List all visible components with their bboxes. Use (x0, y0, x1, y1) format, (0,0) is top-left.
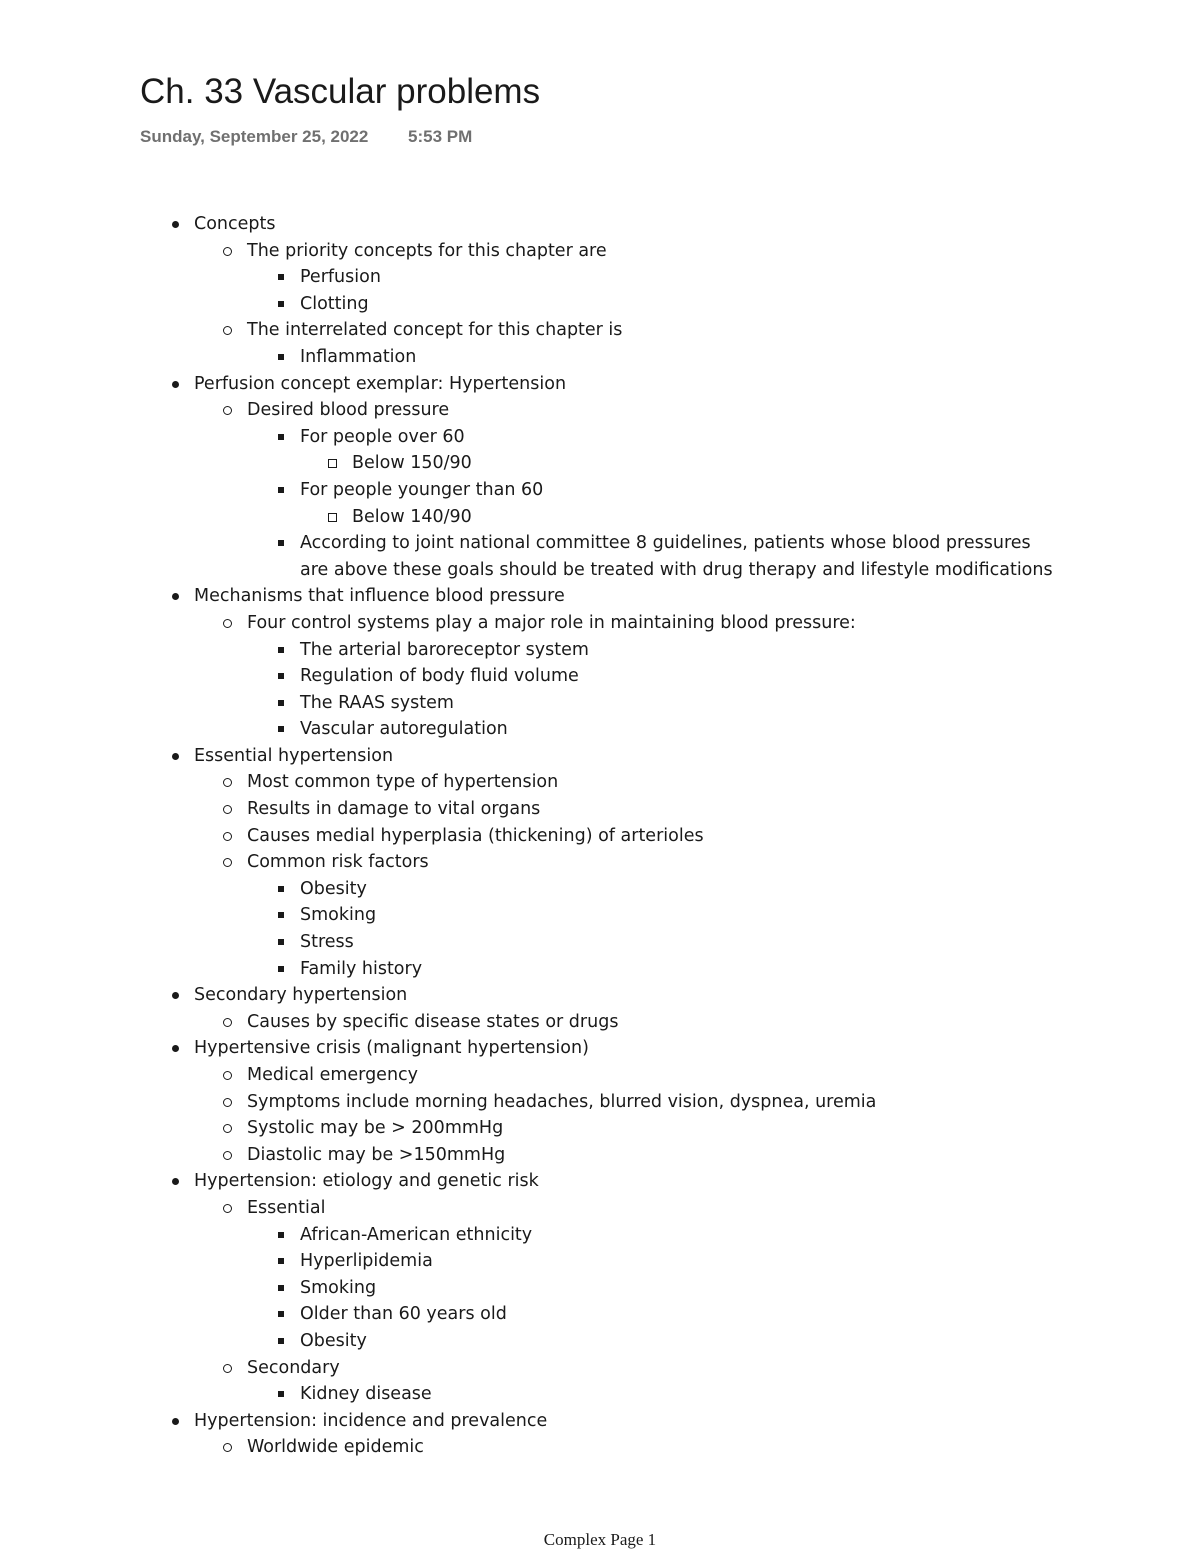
outline-item-text: Worldwide epidemic (247, 1437, 424, 1458)
filled-square-bullet-icon (276, 530, 288, 557)
outline-item-text: Vascular autoregulation (300, 719, 508, 740)
outline-item-level-2 (0, 1142, 1200, 1169)
outline-item-level-1 (0, 371, 1200, 398)
hollow-circle-bullet-icon (222, 1195, 234, 1222)
filled-square-bullet-icon (276, 876, 288, 903)
outline-item-level-2 (0, 823, 1200, 850)
outline-item-level-3 (0, 264, 1200, 291)
hollow-circle-bullet-icon (222, 317, 234, 344)
outline-item-text: Systolic may be > 200mmHg (247, 1118, 504, 1139)
outline-item-text: The interrelated concept for this chapter is (247, 320, 623, 341)
outline-item-level-3 (0, 477, 1200, 504)
hollow-square-bullet-icon (327, 450, 339, 477)
outline-item-text: Essential hypertension (194, 745, 394, 766)
filled-square-bullet-icon (276, 690, 288, 717)
outline-item-text: According to joint national committee 8 guidelines, patients whose blood pressures are above these goals should be treated with drug therapy and lifestyle modifications (300, 533, 1053, 580)
hollow-circle-bullet-icon (222, 1355, 234, 1382)
outline-item-text: Regulation of body fluid volume (300, 666, 579, 687)
outline-item-level-3 (0, 929, 1200, 956)
outline-item-text: Older than 60 years old (300, 1304, 507, 1325)
outline-item-text: Hypertension: incidence and prevalence (194, 1410, 548, 1431)
outline-item-text: Diastolic may be >150mmHg (247, 1144, 506, 1165)
outline-item-level-3 (0, 1381, 1200, 1408)
outline-item-level-2 (0, 1089, 1200, 1116)
outline-item-level-4 (0, 504, 1200, 531)
outline-item-text: The RAAS system (300, 692, 454, 713)
outline-item-text: Four control systems play a major role in maintaining blood pressure: (247, 612, 856, 633)
outline-item-level-3 (0, 291, 1200, 318)
outline-item-level-3 (0, 424, 1200, 451)
filled-square-bullet-icon (276, 663, 288, 690)
outline-item-text: For people over 60 (300, 426, 465, 447)
outline-list (0, 211, 1200, 1461)
outline-item-text: African-American ethnicity (300, 1224, 533, 1245)
outline-item-level-1 (0, 982, 1200, 1009)
outline-item-text: Perfusion (300, 267, 381, 288)
outline-item-level-2 (0, 1115, 1200, 1142)
outline-item-level-3 (0, 1301, 1200, 1328)
outline-item-text: Concepts (194, 214, 276, 234)
outline-item-text: Inflammation (300, 346, 417, 367)
outline-item-text: Hypertensive crisis (malignant hypertension) (194, 1038, 589, 1059)
hollow-circle-bullet-icon (222, 1434, 234, 1461)
outline-item-text: Causes by specific disease states or drugs (247, 1011, 619, 1032)
hollow-circle-bullet-icon (222, 397, 234, 424)
filled-square-bullet-icon (276, 344, 288, 371)
outline-item-level-3 (0, 530, 1200, 583)
outline-item-text: Clotting (300, 293, 369, 314)
outline-item-text: For people younger than 60 (300, 479, 544, 500)
outline-item-text: Hypertension: etiology and genetic risk (194, 1171, 539, 1192)
outline-item-level-3 (0, 716, 1200, 743)
outline-item-level-2 (0, 238, 1200, 265)
page-footer: Complex Page 1 (543, 1530, 657, 1549)
outline-item-text: Results in damage to vital organs (247, 799, 541, 820)
outline-item-level-3 (0, 637, 1200, 664)
page-title: Ch. 33 Vascular problems (140, 72, 541, 111)
outline-item-level-3 (0, 663, 1200, 690)
filled-square-bullet-icon (276, 1381, 288, 1408)
outline-item-text: Causes medial hyperplasia (thickening) of arterioles (247, 825, 704, 846)
outline-item-level-4 (0, 450, 1200, 477)
outline-item-level-1 (0, 1168, 1200, 1195)
filled-square-bullet-icon (276, 1248, 288, 1275)
outline-item-text: Below 150/90 (352, 453, 472, 474)
hollow-circle-bullet-icon (222, 1009, 234, 1036)
outline-item-text: Perfusion concept exemplar: Hypertension (194, 373, 567, 394)
outline-item-level-2 (0, 769, 1200, 796)
filled-circle-bullet-icon (170, 1035, 182, 1062)
outline-item-level-2 (0, 1434, 1200, 1461)
hollow-circle-bullet-icon (222, 238, 234, 265)
hollow-circle-bullet-icon (222, 849, 234, 876)
outline-item-text: Desired blood pressure (247, 400, 450, 421)
outline-item-level-3 (0, 956, 1200, 983)
outline-item-text: Common risk factors (247, 852, 429, 873)
outline-item-text: Obesity (300, 1330, 367, 1351)
outline-item-level-2 (0, 317, 1200, 344)
outline-item-level-1 (0, 743, 1200, 770)
hollow-circle-bullet-icon (222, 610, 234, 637)
outline-item-level-3 (0, 1275, 1200, 1302)
outline-item-text: Below 140/90 (352, 506, 472, 527)
outline-item-level-2 (0, 1355, 1200, 1382)
outline-item-text: Hyperlipidemia (300, 1251, 433, 1272)
filled-circle-bullet-icon (170, 211, 182, 238)
outline-item-text: Secondary hypertension (194, 985, 408, 1006)
outline-item-text: Obesity (300, 878, 367, 899)
outline-item-level-3 (0, 876, 1200, 903)
filled-square-bullet-icon (276, 637, 288, 664)
outline-item-text: Essential (247, 1197, 326, 1218)
outline-item-text: Family history (300, 958, 423, 979)
filled-square-bullet-icon (276, 1328, 288, 1355)
page-time: 5:53 PM (408, 127, 473, 146)
filled-circle-bullet-icon (170, 743, 182, 770)
filled-square-bullet-icon (276, 929, 288, 956)
filled-square-bullet-icon (276, 424, 288, 451)
filled-circle-bullet-icon (170, 371, 182, 398)
outline-item-level-2 (0, 849, 1200, 876)
filled-square-bullet-icon (276, 264, 288, 291)
filled-square-bullet-icon (276, 716, 288, 743)
filled-square-bullet-icon (276, 902, 288, 929)
outline-item-text: The priority concepts for this chapter are (247, 240, 607, 261)
outline-item-text: The arterial baroreceptor system (300, 639, 589, 660)
outline-item-level-2 (0, 1195, 1200, 1222)
filled-square-bullet-icon (276, 477, 288, 504)
outline-item-text: Smoking (300, 905, 377, 926)
hollow-circle-bullet-icon (222, 823, 234, 850)
outline-item-text: Mechanisms that influence blood pressure (194, 586, 565, 607)
filled-square-bullet-icon (276, 956, 288, 983)
hollow-circle-bullet-icon (222, 1062, 234, 1089)
filled-square-bullet-icon (276, 1301, 288, 1328)
outline-item-level-3 (0, 690, 1200, 717)
filled-circle-bullet-icon (170, 583, 182, 610)
filled-circle-bullet-icon (170, 1408, 182, 1435)
outline-item-level-2 (0, 1009, 1200, 1036)
outline-item-text: Most common type of hypertension (247, 772, 559, 793)
filled-square-bullet-icon (276, 1275, 288, 1302)
hollow-circle-bullet-icon (222, 1089, 234, 1116)
outline-item-level-2 (0, 610, 1200, 637)
outline-item-level-2 (0, 397, 1200, 424)
hollow-circle-bullet-icon (222, 1142, 234, 1169)
hollow-square-bullet-icon (327, 504, 339, 531)
filled-circle-bullet-icon (170, 1168, 182, 1195)
filled-square-bullet-icon (276, 1222, 288, 1249)
outline-item-text: Smoking (300, 1277, 377, 1298)
outline-item-level-2 (0, 796, 1200, 823)
outline-item-text: Kidney disease (300, 1384, 432, 1405)
outline-item-level-2 (0, 1062, 1200, 1089)
outline-item-level-1 (0, 1035, 1200, 1062)
hollow-circle-bullet-icon (222, 796, 234, 823)
outline-item-text: Stress (300, 932, 354, 953)
outline-item-level-3 (0, 344, 1200, 371)
outline-item-level-1 (0, 1408, 1200, 1435)
outline-item-text: Symptoms include morning headaches, blurred vision, dyspnea, uremia (247, 1091, 877, 1112)
hollow-circle-bullet-icon (222, 769, 234, 796)
filled-circle-bullet-icon (170, 982, 182, 1009)
outline-item-level-1 (0, 583, 1200, 610)
outline-item-level-3 (0, 902, 1200, 929)
outline-item-level-1 (0, 211, 1200, 238)
outline-item-level-3 (0, 1328, 1200, 1355)
hollow-circle-bullet-icon (222, 1115, 234, 1142)
outline-item-level-3 (0, 1222, 1200, 1249)
filled-square-bullet-icon (276, 291, 288, 318)
outline-item-level-3 (0, 1248, 1200, 1275)
page-date: Sunday, September 25, 2022 (140, 127, 369, 146)
outline-item-text: Secondary (247, 1357, 340, 1378)
outline-item-text: Medical emergency (247, 1065, 419, 1085)
